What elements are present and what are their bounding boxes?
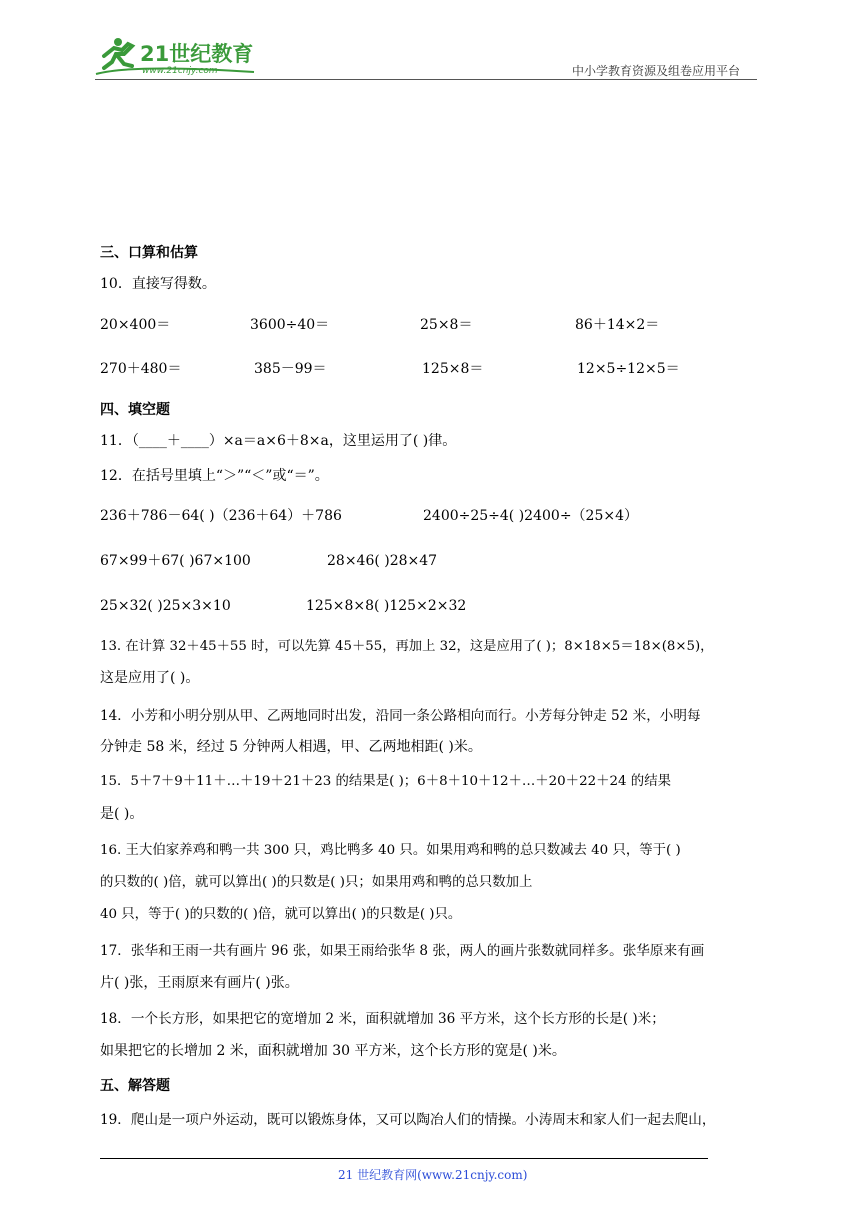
footer-link[interactable]: 21 世纪教育网(www.21cnjy.com) <box>338 1168 528 1182</box>
calc-item: 385－99＝ <box>254 361 327 377</box>
question-16-line-2: 的只数的( )倍，就可以算出( )的只数是( )只；如果用鸡和鸭的总只数加上 <box>100 875 533 890</box>
site-logo <box>94 34 264 78</box>
question-18-line-2: 如果把它的长增加 2 米，面积就增加 30 平方米，这个长方形的宽是( )米。 <box>100 1043 566 1059</box>
compare-item: 67×99＋67( )67×100 <box>100 553 251 569</box>
question-16-line-1: 16. 王大伯家养鸡和鸭一共 300 只，鸡比鸭多 40 只。如果用鸡和鸭的总只数减去 40 只，等于( ) <box>100 843 681 858</box>
calc-item: 86＋14×2＝ <box>575 317 660 333</box>
calc-item: 25×8＝ <box>420 317 473 333</box>
compare-item: 236＋786－64( )（236＋64）＋786 <box>100 508 342 524</box>
question-13-line-2: 这是应用了( )。 <box>100 670 200 686</box>
question-16-line-3: 40 只，等于( )的只数的( )倍，就可以算出( )的只数是( )只。 <box>100 907 462 922</box>
question-15-line-2: 是( )。 <box>100 806 144 822</box>
calc-item: 12×5÷12×5＝ <box>577 361 680 377</box>
calc-item: 3600÷40＝ <box>250 317 330 333</box>
compare-item: 28×46( )28×47 <box>327 553 438 569</box>
question-17-line-1: 17．张华和王雨一共有画片 96 张，如果王雨给张华 8 张，两人的画片张数就同样多。张华原来有画 <box>100 943 705 959</box>
calc-item: 270＋480＝ <box>100 361 182 377</box>
svg-text:21世纪教育: 21世纪教育 <box>140 42 254 66</box>
question-15-line-1: 15．5＋7＋9＋11＋…＋19＋21＋23 的结果是( )；6＋8＋10＋12＋…＋20＋22＋24 的结果 <box>100 774 671 789</box>
question-17-line-2: 片( )张，王雨原来有画片( )张。 <box>100 975 299 991</box>
compare-item: 25×32( )25×3×10 <box>100 598 231 614</box>
footer-divider <box>100 1158 708 1159</box>
section-heading-4: 四、填空题 <box>100 402 170 418</box>
question-18-line-1: 18．一个长方形，如果把它的宽增加 2 米，面积就增加 36 平方米，这个长方形的长是( )米； <box>100 1011 665 1027</box>
section-heading-3: 三、口算和估算 <box>100 245 198 261</box>
header-divider <box>95 79 757 80</box>
platform-name: 中小学教育资源及组卷应用平台 <box>572 64 741 78</box>
question-14-line-1: 14．小芳和小明分别从甲、乙两地同时出发，沿同一条公路相向而行。小芳每分钟走 52 米，小明每 <box>100 708 701 724</box>
question-14-line-2: 分钟走 58 米，经过 5 分钟两人相遇，甲、乙两地相距( )米。 <box>100 739 482 755</box>
svg-text:www.21cnjy.com: www.21cnjy.com <box>142 66 218 76</box>
calc-item: 125×8＝ <box>422 361 484 377</box>
question-11: 11．（____＋____）×a＝a×6＋8×a，这里运用了( )律。 <box>100 433 457 449</box>
compare-item: 125×8×8( )125×2×32 <box>306 598 467 614</box>
question-10-prompt: 10．直接写得数。 <box>100 276 216 292</box>
calc-item: 20×400＝ <box>100 317 171 333</box>
section-heading-5: 五、解答题 <box>100 1078 170 1094</box>
question-12-prompt: 12．在括号里填上“＞”“＜”或“＝”。 <box>100 468 329 484</box>
compare-item: 2400÷25÷4( )2400÷（25×4） <box>423 508 638 524</box>
question-19-line-1: 19．爬山是一项户外运动，既可以锻炼身体，又可以陶冶人们的情操。小涛周末和家人们一起去爬山， <box>100 1112 716 1128</box>
question-13-line-1: 13. 在计算 32＋45＋55 时，可以先算 45＋55，再加上 32，这是应用了( )；8×18×5＝18×(8×5)， <box>100 639 714 654</box>
